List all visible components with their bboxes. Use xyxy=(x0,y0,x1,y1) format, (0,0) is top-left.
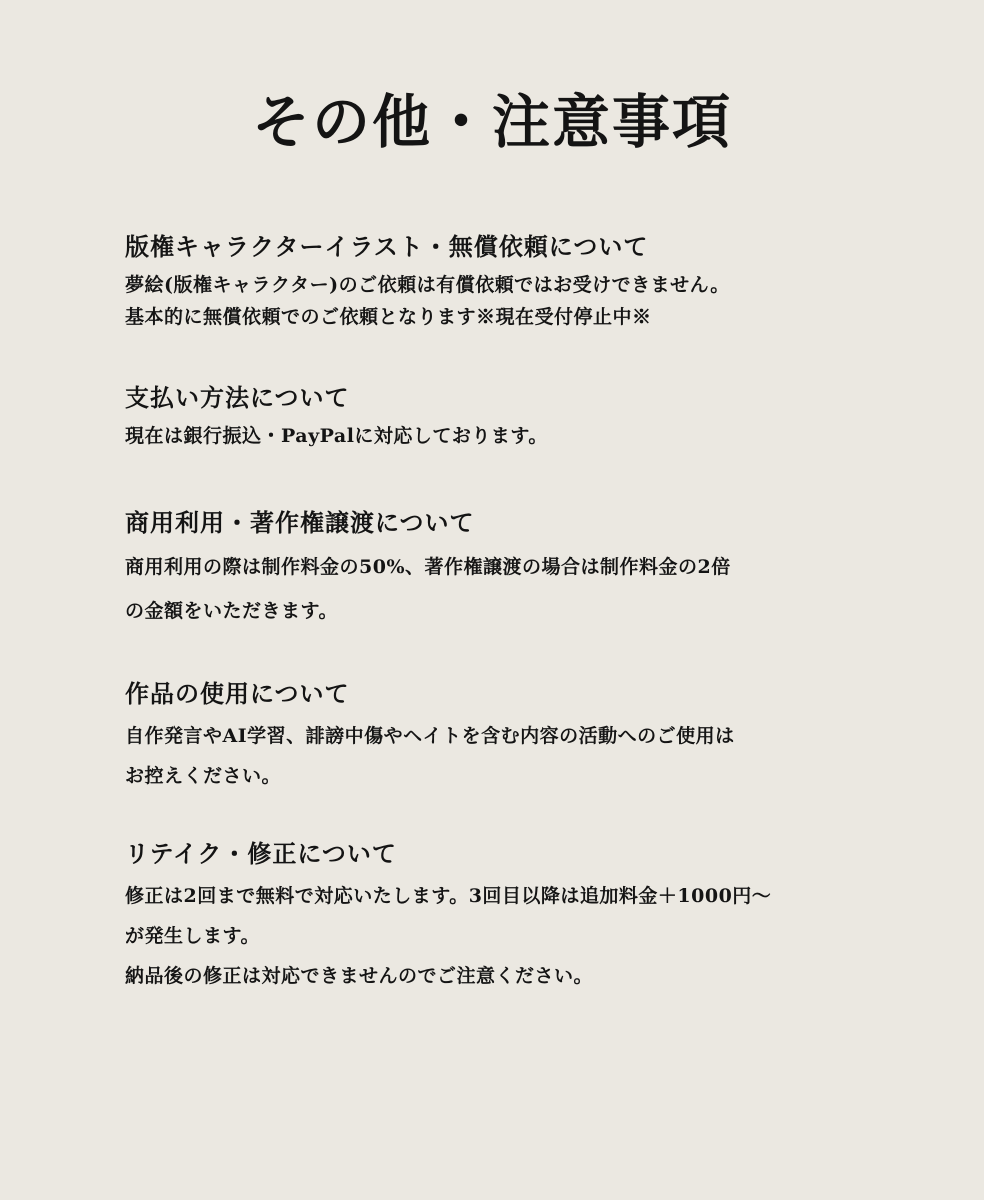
section-heading: 作品の使用について xyxy=(125,679,350,708)
section-artwork-usage xyxy=(125,678,885,796)
body-line: 夢絵(版権キャラクター)のご依頼は有償依頼ではお受けできません。 xyxy=(125,274,730,296)
body-line: 修正は2回まで無料で対応いたします。3回目以降は追加料金＋1000円〜 xyxy=(125,885,772,907)
section-fan-art-requests xyxy=(125,231,885,333)
section-retakes xyxy=(125,838,885,996)
body-line: 商用利用の際は制作料金の50%、著作権譲渡の場合は制作料金の2倍 xyxy=(125,556,731,578)
section-body xyxy=(125,716,885,796)
body-line: 現在は銀行振込・PayPalに対応しております。 xyxy=(125,425,548,447)
body-line: の金額をいただきます。 xyxy=(125,600,338,622)
body-line: 自作発言やAI学習、誹謗中傷やヘイトを含む内容の活動へのご使用は xyxy=(125,725,735,747)
section-heading: 版権キャラクターイラスト・無償依頼について xyxy=(125,232,649,261)
section-payment-methods xyxy=(125,382,885,452)
section-body xyxy=(125,545,885,633)
body-line: 納品後の修正は対応できませんのでご注意ください。 xyxy=(125,965,594,987)
section-commercial-use xyxy=(125,507,885,633)
body-line: 基本的に無償依頼でのご依頼となります※現在受付停止中※ xyxy=(125,306,652,328)
section-heading: 支払い方法について xyxy=(125,383,350,412)
section-body xyxy=(125,420,885,452)
section-body xyxy=(125,269,885,333)
page-title: その他・注意事項 xyxy=(251,88,732,156)
section-body xyxy=(125,876,885,996)
section-heading: 商用利用・著作権譲渡について xyxy=(125,508,475,537)
body-line: が発生します。 xyxy=(125,925,260,947)
section-heading: リテイク・修正について xyxy=(125,839,397,868)
body-line: お控えください。 xyxy=(125,765,282,787)
